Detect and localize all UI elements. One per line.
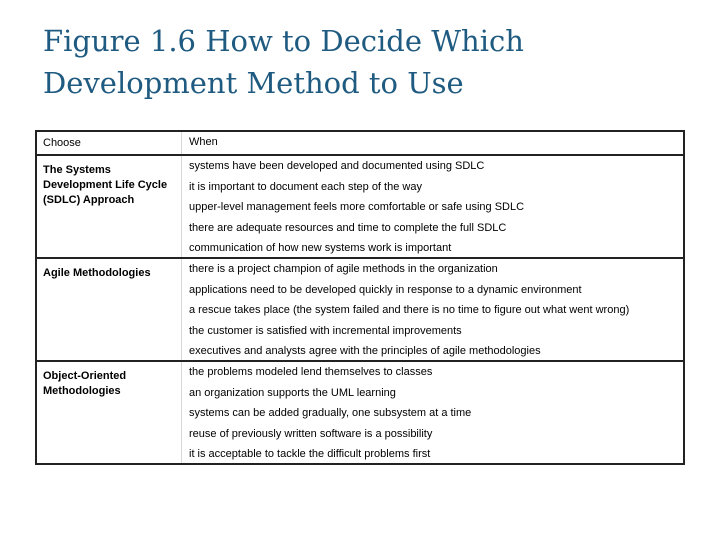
condition-item: there is a project champion of agile methods in the organization (189, 263, 498, 275)
condition-item: communication of how new systems work is important (189, 242, 452, 255)
condition-item: systems can be added gradually, one subsystem at a time (189, 407, 472, 420)
conditions-agile (189, 262, 679, 365)
condition-item: upper-level management feels more comfortable or safe using SDLC (189, 201, 525, 214)
condition-item: reuse of previously written software is a possibility (189, 427, 433, 440)
header-choose: Choose (43, 137, 81, 149)
condition-item: there are adequate resources and time to complete the full SDLC (189, 221, 507, 234)
condition-item: applications need to be developed quickly in response to a dynamic environment (189, 283, 582, 296)
condition-item: executives and analysts agree with the principles of agile methodologies (189, 345, 541, 358)
condition-item: systems have been developed and documented using SDLC (189, 160, 485, 172)
condition-item: the problems modeled lend themselves to classes (189, 366, 433, 378)
table-row-agile (37, 259, 683, 362)
condition-item: it is acceptable to tackle the difficult problems first (189, 448, 431, 461)
table-row-sdlc (37, 156, 683, 259)
condition-item: a rescue takes place (the system failed and there is no time to figure out what went wrong) (189, 304, 630, 317)
method-agile: Agile Methodologies (43, 267, 151, 279)
table-row-object-oriented (37, 362, 683, 463)
method-object-oriented: Object-Oriented Methodologies (43, 370, 127, 397)
condition-item: an organization supports the UML learning (189, 386, 396, 399)
decision-table (35, 130, 685, 465)
condition-item: it is important to document each step of the way (189, 180, 422, 193)
header-when: When (189, 136, 218, 148)
conditions-object-oriented (189, 365, 679, 468)
condition-item: the customer is satisfied with incremental improvements (189, 324, 462, 337)
method-sdlc: The Systems Development Life Cycle (SDLC) Approach (43, 164, 168, 206)
page-title: Figure 1.6 How to Decide Which Development Method to Use (43, 24, 524, 100)
table-header-row (37, 132, 683, 156)
conditions-sdlc (189, 159, 679, 262)
